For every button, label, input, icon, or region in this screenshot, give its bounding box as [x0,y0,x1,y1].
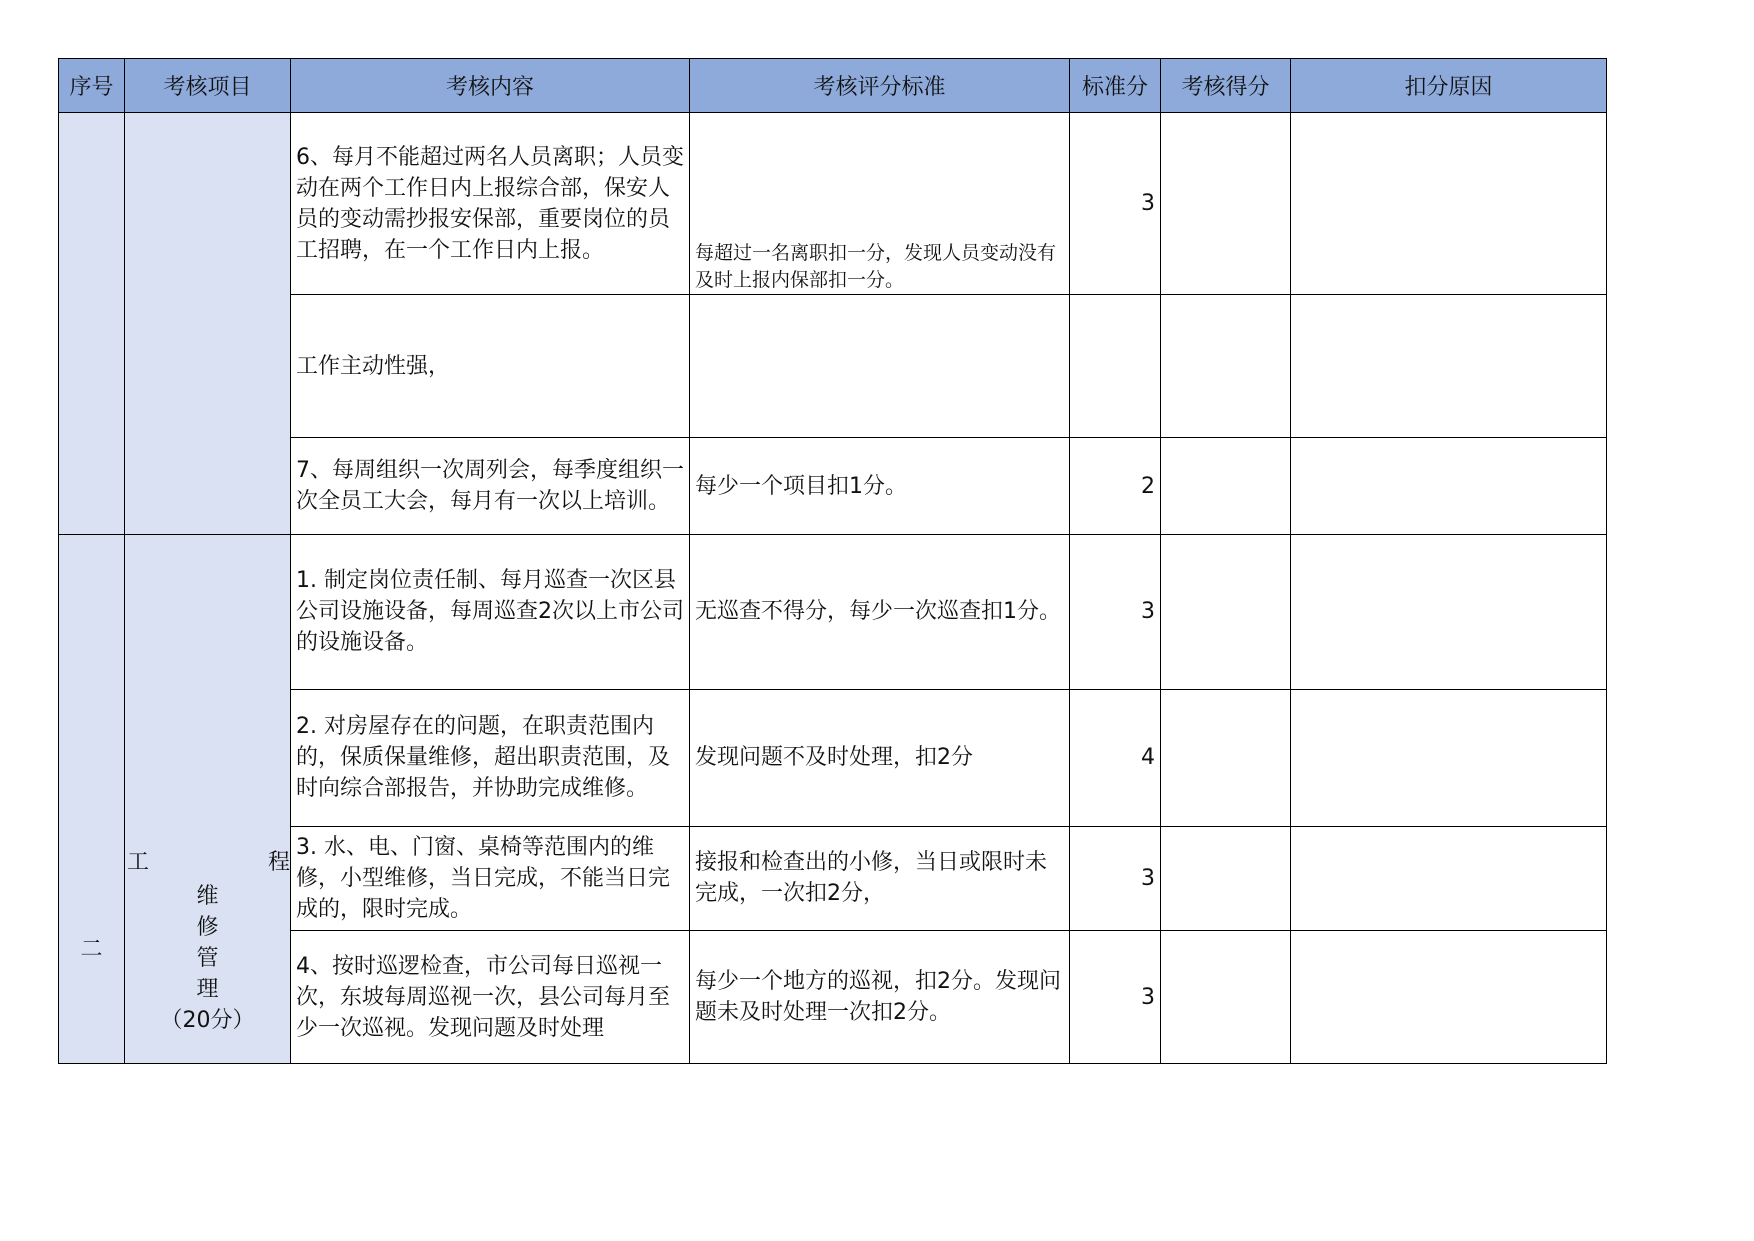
standard-score-cell[interactable]: 3 [1070,535,1161,690]
deduction-reason-cell[interactable] [1291,295,1607,438]
table-row [59,689,1607,826]
criteria-cell[interactable]: 发现问题不及时处理，扣2分 [690,689,1070,826]
seq-cell-section2[interactable] [59,535,125,1064]
item-label [125,535,290,1063]
deduction-reason-cell[interactable] [1291,826,1607,931]
actual-score-cell[interactable] [1161,113,1291,295]
item-cell-section1[interactable] [125,113,291,535]
table-row [59,826,1607,931]
header-criteria[interactable]: 考核评分标准 [690,59,1070,113]
item-label-part: 维 [196,884,219,909]
item-label-last: 程 [267,850,290,875]
content-cell[interactable]: 1. 制定岗位责任制、每月巡查一次区县公司设施设备，每周巡查2次以上市公司的设施设备。 [291,535,690,690]
actual-score-cell[interactable] [1161,689,1291,826]
standard-score-cell[interactable] [1070,295,1161,438]
item-label-first: 工 [127,850,150,875]
table-row [59,295,1607,438]
content-cell[interactable]: 3. 水、电、门窗、桌椅等范围内的维修，小型维修，当日完成，不能当日完成的，限时完成。 [291,826,690,931]
header-row [59,59,1607,113]
standard-score-cell[interactable]: 3 [1070,826,1161,931]
header-actual-score[interactable]: 考核得分 [1161,59,1291,113]
actual-score-cell[interactable] [1161,931,1291,1064]
item-label-part: 管 [196,946,219,971]
item-label-part: 修 [196,915,219,940]
criteria-cell[interactable]: 每少一个项目扣1分。 [690,438,1070,535]
item-label-part: 理 [196,977,219,1002]
table-row [59,113,1607,295]
assessment-table [58,58,1607,1064]
header-content[interactable]: 考核内容 [291,59,690,113]
criteria-cell[interactable]: 每少一个地方的巡视，扣2分。发现问题未及时处理一次扣2分。 [690,931,1070,1064]
deduction-reason-cell[interactable] [1291,931,1607,1064]
header-item[interactable]: 考核项目 [125,59,291,113]
deduction-reason-cell[interactable] [1291,113,1607,295]
section-number: 二 [80,937,103,962]
item-cell-section2[interactable] [125,535,291,1064]
standard-score-cell[interactable]: 3 [1070,113,1161,295]
content-cell[interactable]: 6、每月不能超过两名人员离职；人员变动在两个工作日内上报综合部，保安人员的变动需抄报安保部，重要岗位的员工招聘，在一个工作日内上报。 [291,113,690,295]
criteria-cell[interactable] [690,295,1070,438]
actual-score-cell[interactable] [1161,535,1291,690]
actual-score-cell[interactable] [1161,826,1291,931]
content-cell[interactable]: 2. 对房屋存在的问题，在职责范围内的，保质保量维修，超出职责范围，及时向综合部报告，并协助完成维修。 [291,689,690,826]
header-standard-score[interactable]: 标准分 [1070,59,1161,113]
standard-score-cell[interactable]: 2 [1070,438,1161,535]
criteria-cell[interactable]: 接报和检查出的小修，当日或限时未完成，一次扣2分， [690,826,1070,931]
content-cell[interactable]: 7、每周组织一次周列会，每季度组织一次全员工大会，每月有一次以上培训。 [291,438,690,535]
content-cell[interactable]: 4、按时巡逻检查，市公司每日巡视一次，东坡每周巡视一次，县公司每月至少一次巡视。发现问题及时处理 [291,931,690,1064]
header-deduction-reason[interactable]: 扣分原因 [1291,59,1607,113]
deduction-reason-cell[interactable] [1291,689,1607,826]
content-cell[interactable]: 工作主动性强， [291,295,690,438]
actual-score-cell[interactable] [1161,295,1291,438]
deduction-reason-cell[interactable] [1291,438,1607,535]
table-row [59,535,1607,690]
table-row [59,931,1607,1064]
actual-score-cell[interactable] [1161,438,1291,535]
criteria-cell[interactable]: 无巡查不得分，每少一次巡查扣1分。 [690,535,1070,690]
header-seq[interactable]: 序号 [59,59,125,113]
seq-cell-section1[interactable] [59,113,125,535]
standard-score-cell[interactable]: 3 [1070,931,1161,1064]
criteria-cell[interactable]: 每超过一名离职扣一分，发现人员变动没有及时上报内保部扣一分。 [690,113,1070,295]
deduction-reason-cell[interactable] [1291,535,1607,690]
table-row [59,438,1607,535]
standard-score-cell[interactable]: 4 [1070,689,1161,826]
item-label-points: （20分） [160,1008,255,1033]
